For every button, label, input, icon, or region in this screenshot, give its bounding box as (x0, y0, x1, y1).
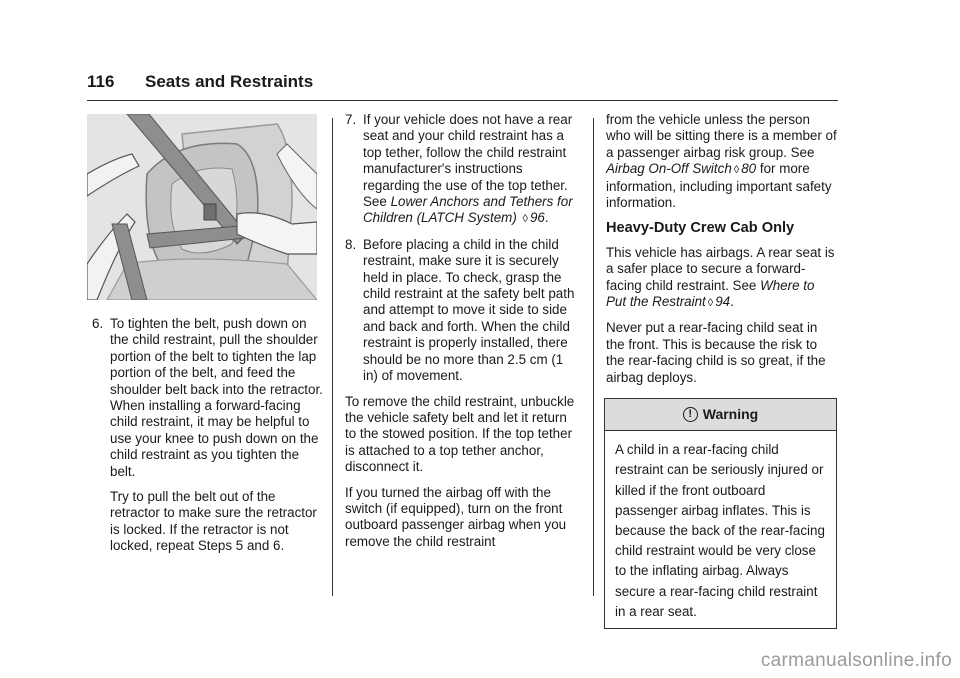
remove-paragraph: To remove the child restraint, unbuckle the vehicle safety belt and let it return to the stowed position. If the top tether is attached to a top tether anchor, disconnect it. (345, 393, 575, 475)
page-reference[interactable]: 80 (741, 161, 757, 177)
column-divider-2 (593, 118, 594, 596)
warning-icon: ! (683, 407, 698, 422)
warning-title: Warning (702, 406, 759, 423)
rear-facing-paragraph: Never put a rear-facing child seat in the front. This is because the risk to the rear-facing child is so great, if the airbag deploys. (606, 320, 826, 385)
column-divider-1 (332, 118, 333, 596)
column-1 (92, 316, 324, 564)
page-number: 116 (87, 72, 115, 91)
airbag-paragraph: If you turned the airbag off with the switch (if equipped), turn on the front outboard passenger airbag when you remove the child restraint (345, 484, 567, 549)
step-number: 8. (345, 236, 357, 252)
page-reference-icon: ◊ (522, 213, 528, 226)
header-rule (87, 100, 838, 101)
child-seat-illustration-svg (87, 114, 317, 300)
step-text: Before placing a child in the child restraint, make sure it is securely held in place. To check, grasp the child restraint at the safety belt path and attempt to move it side to side and back and forth. When the child restraint is properly installed, there should be no more than 2.5 cm (1 in) of movement. (363, 236, 575, 384)
page-reference-icon: ◊ (707, 297, 714, 310)
page-reference-icon: ◊ (733, 164, 740, 177)
paragraph-tail: for more information, including important safety information. (606, 161, 832, 211)
page-header (87, 72, 837, 102)
step-6-followup: Try to pull the belt out of the retractor to make sure the retractor is locked. If the retractor is not locked, repeat Steps 5 and 6. (110, 489, 317, 554)
warning-box (604, 398, 837, 629)
section-title: Seats and Restraints (145, 72, 314, 91)
step-text: If your vehicle does not have a rear seat and your child restraint has a top tether, follow the child restraint manufacturer's instructions regarding the use of the top tether. See (363, 112, 573, 210)
step-8 (345, 237, 580, 385)
warning-text: A child in a rear-facing child restraint can be seriously injured or killed if the front outboard passenger airbag inflates. This is because the back of the rear-facing child restraint would be very close to the inflating airbag. Always secure a rear-facing child restraint in a rear seat. (615, 442, 825, 619)
step-text: To tighten the belt, push down on the child restraint, pull the shoulder portion of the belt to tighten the lap portion of the belt, and feed the shoulder belt back into the retractor. When installing a forward-facing child restraint, it may be helpful to use your knee to push down on the child restraint as you tighten the belt. (110, 316, 323, 479)
warning-header (605, 399, 836, 431)
period: . (544, 210, 549, 226)
watermark: carmanualsonline.info (760, 650, 952, 671)
column-2 (345, 112, 580, 559)
cross-reference-link[interactable]: Airbag On-Off Switch (606, 161, 732, 177)
step-7 (345, 112, 580, 228)
page-reference[interactable]: 96 (529, 210, 545, 226)
paragraph-text: from the vehicle unless the person who will be sitting there is a member of a passenger airbag risk group. See (606, 112, 837, 160)
child-seat-illustration (87, 114, 317, 300)
step-number: 6. (92, 316, 104, 331)
page-reference[interactable]: 94 (715, 294, 731, 310)
subheading: Heavy-Duty Crew Cab Only (606, 220, 795, 237)
continued-paragraph (606, 112, 838, 211)
airbag-intro-paragraph (606, 245, 838, 312)
cross-reference-link[interactable]: Lower Anchors and Tethers for Children (LATCH System) (363, 194, 573, 226)
column-3 (606, 112, 838, 629)
step-6 (92, 316, 324, 480)
paragraph-text: This vehicle has airbags. A rear seat is a safer place to secure a forward-facing child restraint. See (606, 244, 835, 293)
period: . (730, 294, 734, 310)
step-number: 7. (345, 112, 357, 127)
cross-reference-link[interactable]: Where to Put the Restraint (606, 277, 815, 310)
